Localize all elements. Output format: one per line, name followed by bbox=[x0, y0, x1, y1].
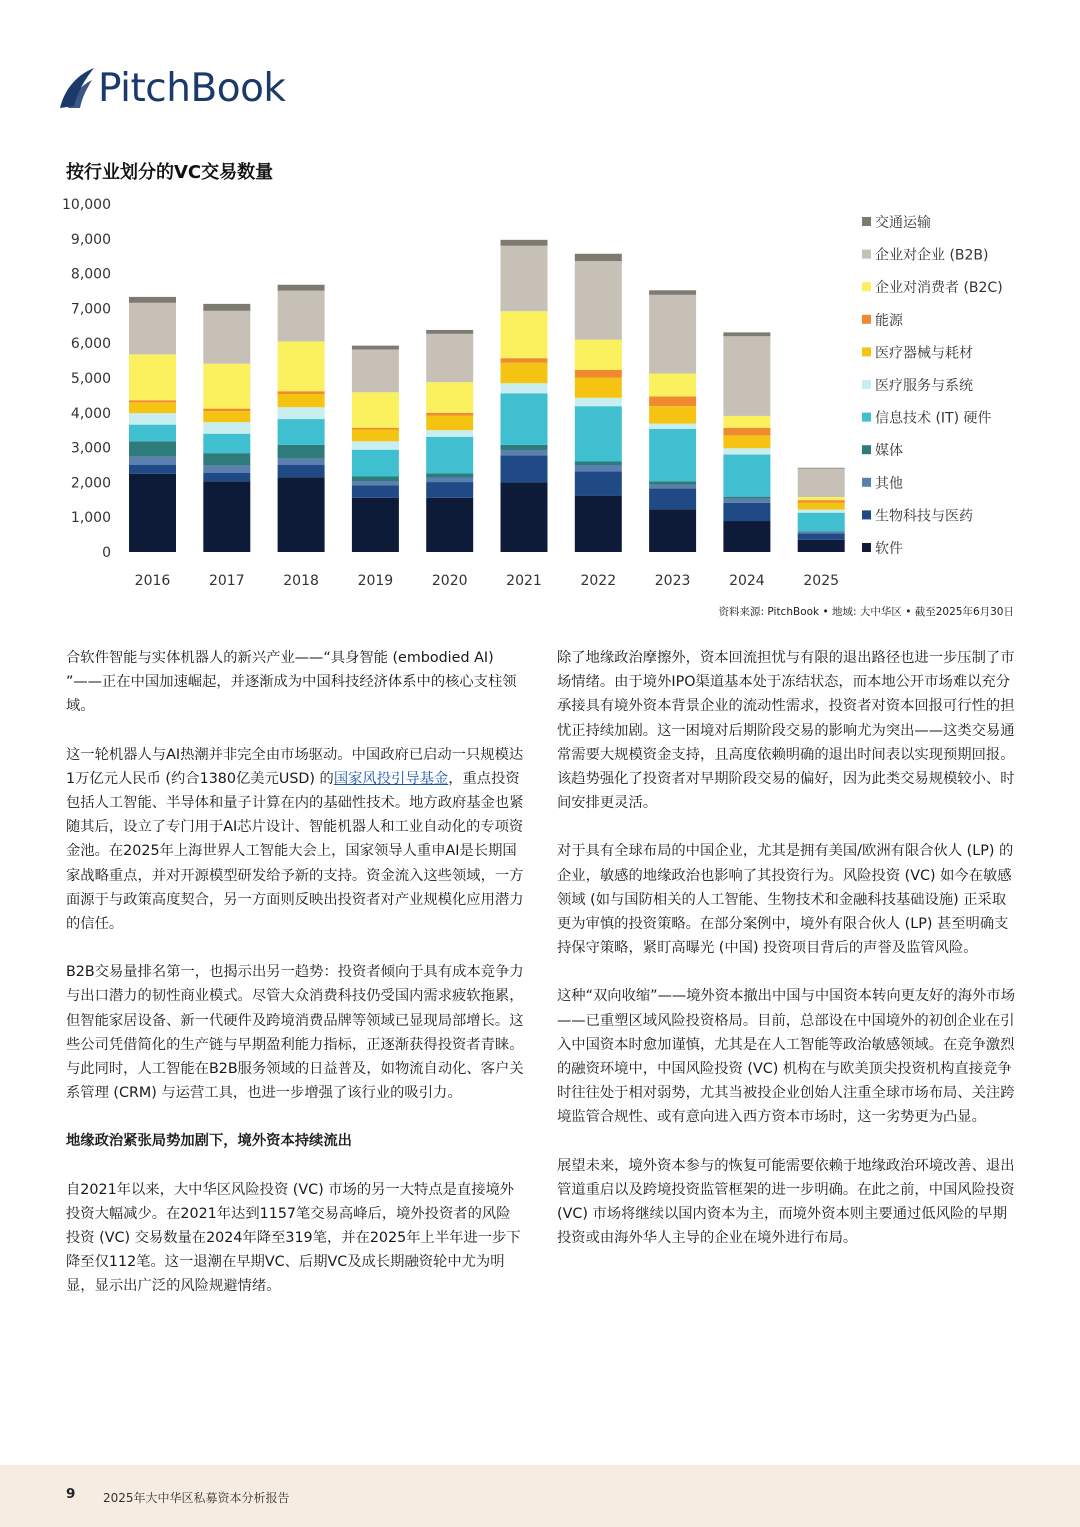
bar-segment bbox=[575, 378, 622, 398]
bar-segment bbox=[129, 465, 176, 474]
legend-swatch bbox=[862, 347, 871, 356]
x-tick-label: 2021 bbox=[506, 573, 542, 589]
bar-segment bbox=[278, 419, 325, 445]
bar-segment bbox=[575, 261, 622, 340]
bar-segment bbox=[129, 303, 176, 355]
bar-segment bbox=[501, 358, 548, 363]
legend-swatch bbox=[862, 282, 871, 291]
legend-label: 医疗器械与耗材 bbox=[875, 345, 973, 362]
bar-segment bbox=[129, 425, 176, 442]
bar-segment bbox=[723, 428, 770, 436]
bar-segment bbox=[278, 407, 325, 419]
bar-segment bbox=[278, 465, 325, 477]
bar-segment bbox=[501, 455, 548, 482]
bar-segment bbox=[798, 513, 845, 531]
bar-segment bbox=[352, 346, 399, 350]
y-tick-label: 2,000 bbox=[70, 475, 111, 492]
bar-segment bbox=[203, 409, 250, 411]
bar-segment bbox=[426, 330, 473, 334]
bar-segment bbox=[352, 498, 399, 552]
bar-segment bbox=[723, 455, 770, 497]
bar-segment bbox=[352, 450, 399, 477]
bar-segment bbox=[426, 478, 473, 483]
y-tick-label: 7,000 bbox=[70, 301, 111, 318]
bar-segment bbox=[352, 428, 399, 430]
paragraph-text: 这一轮机器人与AI热潮并非完全由市场驱动。中国政府已启动一只规模达1万亿元人民币 (约合1380亿美元USD) 的 bbox=[66, 746, 524, 787]
bar-segment bbox=[798, 497, 845, 500]
paragraph bbox=[66, 743, 524, 937]
bar-segment bbox=[426, 413, 473, 416]
bar-segment bbox=[798, 468, 845, 497]
y-tick-label: 1,000 bbox=[70, 510, 111, 527]
bar-segment bbox=[426, 498, 473, 552]
bar-segment bbox=[203, 364, 250, 409]
fund-link[interactable]: 国家风投引导基金 bbox=[333, 770, 449, 787]
bar-segment bbox=[723, 448, 770, 454]
source-note: 资料来源: PitchBook • 地域: 大中华区 • 截至2025年6月30日 bbox=[718, 606, 1014, 618]
bar-segment bbox=[501, 445, 548, 450]
bar-segment bbox=[278, 445, 325, 459]
y-tick-label: 9,000 bbox=[70, 231, 111, 248]
bar-segment bbox=[798, 540, 845, 552]
bar-segment bbox=[501, 311, 548, 358]
bar-segment bbox=[426, 437, 473, 474]
bar-segment bbox=[129, 457, 176, 465]
bar-segment bbox=[723, 497, 770, 499]
bar-segment bbox=[798, 510, 845, 513]
bar-segment bbox=[426, 416, 473, 431]
bar-segment bbox=[203, 473, 250, 482]
bar-segment bbox=[426, 382, 473, 413]
bar-segment bbox=[129, 441, 176, 456]
bar-segment bbox=[798, 500, 845, 502]
bar-segment bbox=[798, 468, 845, 469]
bar-segment bbox=[649, 429, 696, 482]
legend-label: 软件 bbox=[875, 541, 903, 557]
x-tick-label: 2025 bbox=[803, 573, 840, 589]
y-tick-label: 4,000 bbox=[70, 405, 111, 422]
report-title: 2025年大中华区私募资本分析报告 bbox=[103, 1491, 290, 1505]
bar-segment bbox=[278, 291, 325, 342]
bar-segment bbox=[426, 473, 473, 477]
legend-label: 其他 bbox=[875, 475, 903, 492]
bar-segment bbox=[129, 402, 176, 413]
legend-swatch bbox=[862, 315, 871, 324]
paragraph: 合软件智能与实体机器人的新兴产业——“具身智能 (embodied AI) ”——正在中国加速崛起，并逐渐成为中国科技经济体系中的核心支柱领域。 bbox=[66, 650, 517, 715]
bar-segment bbox=[129, 413, 176, 424]
bar-segment bbox=[798, 503, 845, 510]
bar-segment bbox=[203, 311, 250, 364]
bar-segment bbox=[352, 441, 399, 449]
bar-segment bbox=[129, 354, 176, 400]
bar-segment bbox=[278, 341, 325, 391]
brand-name: PitchBook bbox=[98, 65, 286, 111]
legend-swatch bbox=[862, 380, 871, 389]
right-column bbox=[557, 646, 1015, 1274]
legend-swatch bbox=[862, 445, 871, 454]
bar-segment bbox=[575, 340, 622, 370]
bar-segment bbox=[575, 370, 622, 378]
bar-segment bbox=[575, 471, 622, 495]
bar-segment bbox=[575, 398, 622, 406]
x-tick-label: 2019 bbox=[357, 573, 394, 589]
paragraph-text: ，重点投资包括人工智能、半导体和量子计算在内的基础性技术。地方政府基金也紧随其后，设立了专门用于AI芯片设计、智能机器人和工业自动化的专项资金池。在2025年上海世界人工智能大会上，国家领导人重申AI是长期国家战略重点，并对开源模型研发给予新的支持。资金流入这些领域，一方面源于与政策高度契合，另一方面则反映出投资者对产业规模化应用潜力的信任。 bbox=[66, 770, 524, 933]
bar-segment bbox=[129, 297, 176, 303]
bar-segment bbox=[723, 521, 770, 552]
bar-segment bbox=[798, 534, 845, 540]
bar-segment bbox=[575, 254, 622, 261]
bar-segment bbox=[649, 424, 696, 429]
y-tick-label: 0 bbox=[102, 545, 111, 561]
bar-segment bbox=[649, 406, 696, 423]
bar-segment bbox=[501, 393, 548, 445]
bar-segment bbox=[649, 396, 696, 406]
legend-swatch bbox=[862, 250, 871, 259]
bar-segment bbox=[501, 450, 548, 455]
stacked-bar-chart bbox=[0, 190, 1080, 600]
bar-segment bbox=[203, 422, 250, 433]
legend-swatch bbox=[862, 543, 871, 552]
bar-segment bbox=[426, 334, 473, 382]
bar-segment bbox=[203, 411, 250, 422]
bar-segment bbox=[575, 462, 622, 465]
bar-segment bbox=[649, 295, 696, 374]
bar-segment bbox=[501, 482, 548, 552]
bar-segment bbox=[723, 336, 770, 416]
bar-segment bbox=[352, 481, 399, 486]
legend-label: 企业对企业 (B2B) bbox=[875, 247, 989, 264]
legend-label: 媒体 bbox=[875, 443, 903, 460]
bar-segment bbox=[575, 496, 622, 552]
left-column bbox=[66, 646, 524, 1323]
pitchbook-logo bbox=[56, 62, 286, 114]
legend-label: 生物科技与医药 bbox=[875, 508, 973, 525]
bar-segment bbox=[649, 488, 696, 509]
bar-segment bbox=[575, 406, 622, 461]
section-heading: 地缘政治紧张局势加剧下，境外资本持续流出 bbox=[66, 1133, 352, 1150]
x-tick-label: 2024 bbox=[729, 573, 765, 589]
pitchbook-leaf-icon bbox=[56, 66, 96, 110]
bar-segment bbox=[203, 434, 250, 453]
bar-segment bbox=[798, 531, 845, 532]
bar-segment bbox=[129, 400, 176, 402]
chart-title: 按行业划分的VC交易数量 bbox=[66, 162, 274, 183]
legend-label: 交通运输 bbox=[875, 215, 931, 231]
y-tick-label: 10,000 bbox=[62, 197, 111, 213]
paragraph: 除了地缘政治摩擦外，资本回流担忧与有限的退出路径也进一步压制了市场情绪。由于境外IPO渠道基本处于冻结状态，而本地公开市场难以充分承接具有境外资本背景企业的流动性需求，投资者对资本回报可行性的担忧正持续加剧。这一困境对后期阶段交易的影响尤为突出——这类交易通常需要大规模资金支持，且高度依赖明确的退出时间表以实现预期回报。该趋势强化了投资者对早期阶段交易的偏好，因为此类交易规模较小、时间安排更灵活。 bbox=[557, 650, 1015, 812]
bar-segment bbox=[575, 465, 622, 471]
bar-segment bbox=[501, 383, 548, 393]
x-tick-label: 2022 bbox=[580, 573, 617, 589]
paragraph: 展望未来，境外资本参与的恢复可能需要依赖于地缘政治环境改善、退出管道重启以及跨境投资监管框架的进一步明确。在此之前，中国风险投资 (VC) 市场将继续以国内资本为主，而境外资本则主要通过低风险的早期投资或由海外华人主导的企业在境外进行布局。 bbox=[557, 1157, 1015, 1247]
bar-segment bbox=[203, 453, 250, 466]
y-tick-label: 3,000 bbox=[70, 440, 111, 457]
bar-segment bbox=[203, 466, 250, 473]
legend-swatch bbox=[862, 478, 871, 487]
bar-segment bbox=[352, 430, 399, 442]
bar-segment bbox=[203, 304, 250, 311]
y-tick-label: 6,000 bbox=[70, 336, 111, 353]
bar-segment bbox=[723, 435, 770, 448]
bar-segment bbox=[352, 349, 399, 392]
bar-segment bbox=[352, 486, 399, 498]
bar-segment bbox=[501, 246, 548, 311]
x-tick-label: 2023 bbox=[654, 573, 691, 589]
bar-segment bbox=[203, 481, 250, 552]
bar-segment bbox=[649, 290, 696, 295]
paragraph: 对于具有全球布局的中国企业，尤其是拥有美国/欧洲有限合伙人 (LP) 的企业，敏感的地缘政治也影响了其投资行为。风险投资 (VC) 如今在敏感领域 (如与国防相关的人工智能、生物技术和金融科技基础设施) 正采取更为审慎的投资策略。在部分案例中，境外有限合伙人 (LP) 甚至明确支持保守策略，紧盯高曝光 (中国) 投资项目背后的声誉及监管风险。 bbox=[557, 843, 1014, 957]
bar-segment bbox=[649, 485, 696, 488]
bar-segment bbox=[129, 474, 176, 552]
legend-swatch bbox=[862, 217, 871, 226]
bar-segment bbox=[723, 332, 770, 336]
page-number: 9 bbox=[66, 1486, 76, 1502]
legend-swatch bbox=[862, 510, 871, 519]
y-tick-label: 8,000 bbox=[70, 266, 111, 283]
x-tick-label: 2018 bbox=[283, 573, 319, 589]
bar-segment bbox=[278, 477, 325, 552]
y-tick-label: 5,000 bbox=[70, 371, 111, 387]
bar-segment bbox=[723, 416, 770, 428]
bar-segment bbox=[723, 499, 770, 503]
paragraph: 自2021年以来，大中华区风险投资 (VC) 市场的另一大特点是直接境外投资大幅减少。在2021年达到1157笔交易高峰后，境外投资者的风险投资 (VC) 交易数量在2024年降至319笔，并在2025年上半年进一步下降至仅112笔。这一退潮在早期VC、后期VC及成长期融资轮中尤为明显，显示出广泛的风险规避情绪。 bbox=[66, 1181, 521, 1295]
x-tick-label: 2017 bbox=[208, 573, 245, 589]
bar-segment bbox=[278, 285, 325, 291]
bar-segment bbox=[426, 430, 473, 437]
bar-segment bbox=[723, 503, 770, 521]
bar-segment bbox=[426, 482, 473, 498]
bar-segment bbox=[649, 481, 696, 484]
x-tick-label: 2016 bbox=[134, 573, 171, 589]
bar-segment bbox=[501, 363, 548, 384]
legend-label: 信息技术 (IT) 硬件 bbox=[875, 410, 992, 427]
paragraph: B2B交易量排名第一，也揭示出另一趋势：投资者倾向于具有成本竞争力与出口潜力的韧性商业模式。尽管大众消费科技仍受国内需求疲软拖累，但智能家居设备、新一代硬件及跨境消费品牌等领域已显现局部增长。这些公司凭借简化的生产链与早期盈利能力指标，正逐渐获得投资者青睐。与此同时，人工智能在B2B服务领域的日益普及，如物流自动化、客户关系管理 (CRM) 与运营工具，也进一步增强了该行业的吸引力。 bbox=[66, 964, 524, 1102]
bar-segment bbox=[501, 240, 548, 246]
legend-swatch bbox=[862, 413, 871, 422]
legend-label: 医疗服务与系统 bbox=[875, 378, 973, 394]
bar-segment bbox=[278, 394, 325, 407]
bar-segment bbox=[649, 373, 696, 396]
bar-segment bbox=[352, 476, 399, 481]
bar-segment bbox=[649, 509, 696, 552]
bar-segment bbox=[278, 459, 325, 465]
legend-label: 能源 bbox=[875, 312, 903, 329]
paragraph: 这种“双向收缩”——境外资本撤出中国与中国资本转向更友好的海外市场——已重塑区域风险投资格局。目前，总部设在中国境外的初创企业在引入中国资本时愈加谨慎，尤其是在人工智能等政治敏感领域。在竞争激烈的融资环境中，中国风险投资 (VC) 机构在与欧美顶尖投资机构直接竞争时往往处于相对弱势，尤其当被投企业创始人注重全球市场布局、关注跨境监管合规性、或有意向进入西方资本市场时，这一劣势更为凸显。 bbox=[557, 988, 1016, 1126]
bar-segment bbox=[278, 391, 325, 394]
x-tick-label: 2020 bbox=[431, 573, 468, 589]
bar-segment bbox=[352, 392, 399, 427]
bar-segment bbox=[798, 532, 845, 534]
legend-label: 企业对消费者 (B2C) bbox=[875, 280, 1003, 297]
